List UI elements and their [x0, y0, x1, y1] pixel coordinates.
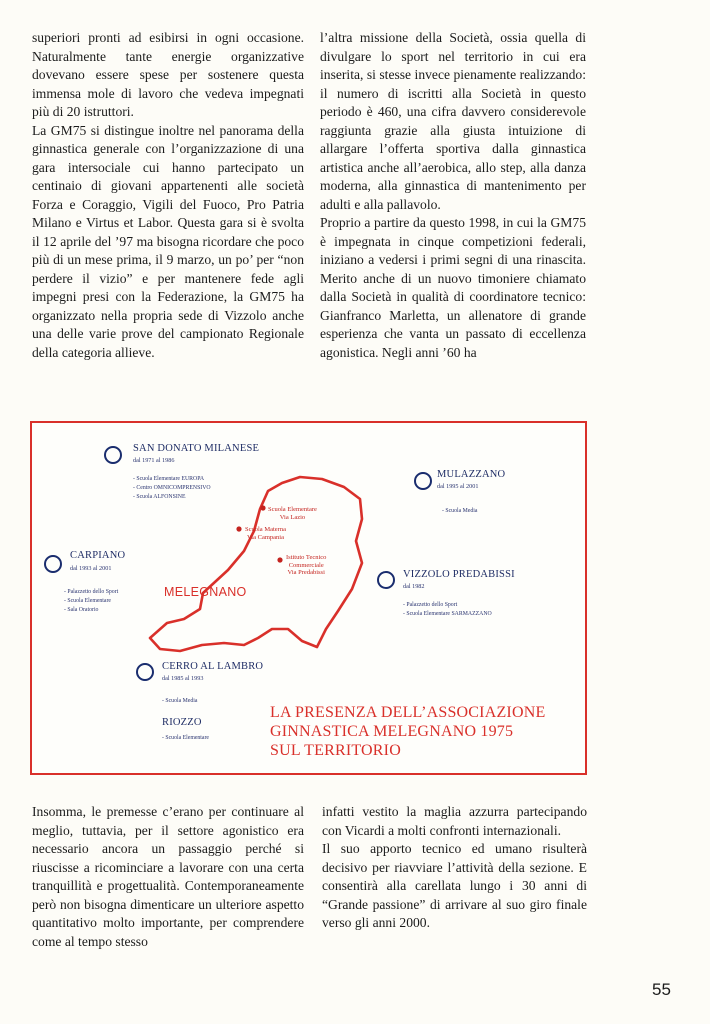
paragraph: infatti vestito la maglia azzurra partecipando con Vicardi a molti confronti internazionali.: [322, 804, 587, 838]
page-number: 55: [652, 980, 671, 999]
city-label: MELEGNANO: [164, 585, 247, 599]
map-title: LA PRESENZA DELL’ASSOCIAZIONE GINNASTICA MELEGNANO 1975 SUL TERRITORIO: [270, 704, 546, 759]
text-column-bottom-left: [32, 803, 304, 951]
location-circle-icon: [377, 571, 395, 589]
text-column-top-right: [320, 29, 586, 362]
site-marker: [236, 526, 241, 531]
text-column-top-left: [32, 29, 304, 362]
paragraph: La GM75 si distingue inoltre nel panorama della ginnastica generale con l’organizzazione di una gara intersociale cui hanno partecipato un centinaio di giovani appartenenti alle società Forza e Coraggio, Vigili del Fuoco, Pro Patria Milano e Virtus et Labor. Questa gara si è svolta il 12 aprile del ’97 ma bisogna ricordare che poco più di un mese prima, il 9 marzo, un po’ per “non perdere il vizio” e per mantenere fede agli impegni presi con la Federazione, la GM75 ha organizzato nella propria sede di Vizzolo anche una delle varie prove del campionato Regionale della categoria allieve.: [32, 122, 304, 360]
paragraph: superiori pronti ad esibirsi in ogni occasione. Naturalmente tante energie organizzative dovevano essere spese per sostenere questa immensa mole di lavoro che vedeva impegnati più di 20 istruttori.: [32, 30, 304, 119]
paragraph: Insomma, le premesse c’erano per continuare al meglio, tuttavia, per il settore agonistico era necessario ancora un passaggio perché si riuscisse a ricominciare a lavorare con una certa tranquillità e progettualità. Contemporaneamente però non bisogna dimenticare un ulteriore aspetto quantitativo molto importante, per comprendere come al tempo stesso: [32, 804, 304, 949]
location-circle-icon: [136, 663, 154, 681]
territory-map-figure: MELEGNANO Scuola Elementare Via Lazio Scuola Materna Via Campania Istituto Tecnico Commerciale Via Predabissi SAN DONATO MILANESE dal 1971 al 1986 - Scuola Elementare EUROPA - Centro OMNICOMPRENSIVO - Scuola ALFONSINE MULAZZANO dal 1995 al 2001 - Scuola Media CARPIANO dal 1993 al 2001 - Palazzetto dello Sport - Scuola Elementare - Sala Oratorio VIZZOLO PREDABISSI dal 1982 - Palazzetto dello Sport - Scuola Elementare SARMAZZANO CERRO AL LAMBRO dal 1985 al 1993 - Scuola Media RIOZZO - Scuola Elementare LA PRESENZA DELL’ASSOCIAZIONE GINNASTICA MELEGNANO 1975 SUL TERRITORIO: [30, 421, 587, 775]
paragraph: Proprio a partire da questo 1998, in cui la GM75 è impegnata in cinque competizioni federali, iniziano a vedersi i primi segni di una rinascita. Merito anche di un nuovo timoniere chiamato dalla Società in qualità di coordinatore tecnico: Gianfranco Marletta, un allenatore di grande esperienza che vanta un passato di eccellenza agonistica. Negli anni ’60 ha: [320, 215, 586, 360]
site-marker: [277, 557, 282, 562]
location-circle-icon: [44, 555, 62, 573]
paragraph: l’altra missione della Società, ossia quella di divulgare lo sport nel territorio in cui era inserita, si stesse invece pienamente realizzando: il numero di iscritti alla Società in questo periodo è 460, una cifra davvero considerevole raggiunta grazie alla giusta intuizione di allargare l’offerta sportiva dalla ginnastica artistica anche all’aerobica, allo step, alla danza moderna, alla ginnastica di mantenimento per adulti e alla pallavolo.: [320, 30, 586, 212]
site-label: Scuola Elementare Via Lazio: [268, 506, 317, 521]
site-label: Istituto Tecnico Commerciale Via Predabissi: [286, 554, 327, 576]
site-label: Scuola Materna Via Campania: [245, 526, 286, 541]
site-marker: [260, 505, 265, 510]
location-circle-icon: [414, 472, 432, 490]
location-circle-icon: [104, 446, 122, 464]
paragraph: Il suo apporto tecnico ed umano risulterà decisivo per riavviare l’attività della sezione. E consentirà alla carellata lungo i 30 anni di “Grande passione” di arrivare al suo giro finale verso gli anni 2000.: [322, 841, 587, 930]
text-column-bottom-right: [322, 803, 587, 933]
